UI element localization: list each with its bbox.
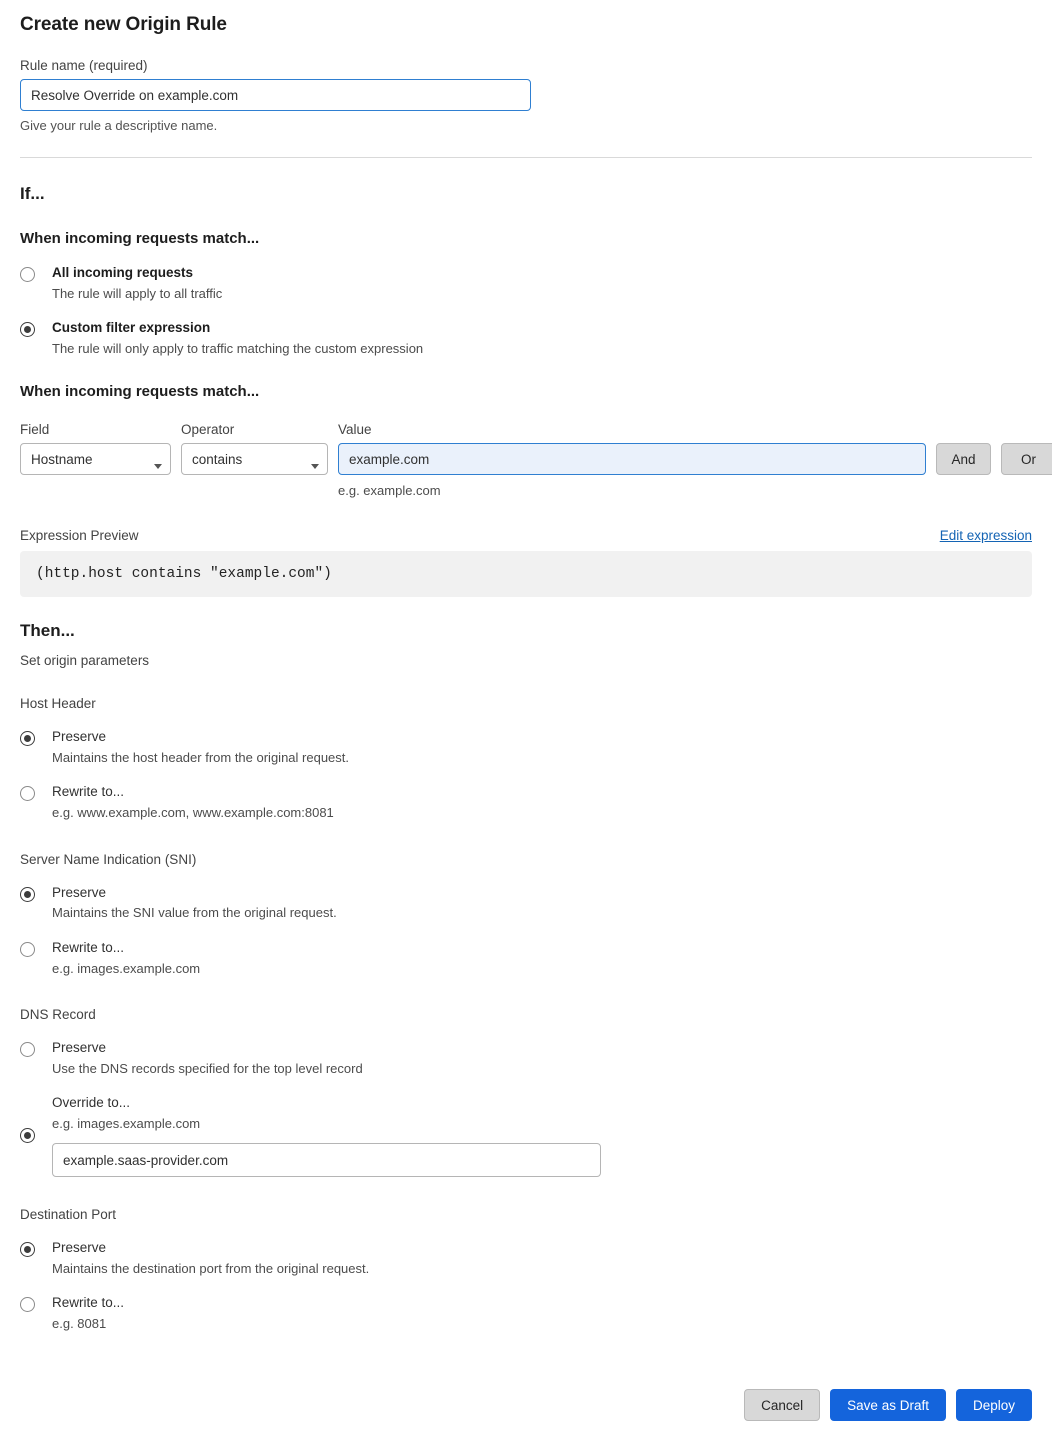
radio-icon-sni-preserve[interactable] (20, 887, 35, 902)
field-select[interactable] (20, 443, 171, 475)
value-label: Value (338, 422, 372, 438)
page-title: Create new Origin Rule (20, 14, 227, 35)
radio-icon-port-rewrite[interactable] (20, 1297, 35, 1312)
radio-label-port-preserve: Preserve (52, 1240, 107, 1255)
radio-desc-port-preserve: Maintains the destination port from the original request. (52, 1260, 370, 1276)
radio-desc-host-header-preserve: Maintains the host header from the original request. (52, 750, 350, 766)
radio-icon-custom-filter-expression[interactable] (20, 322, 35, 337)
and-button[interactable]: And (936, 443, 991, 475)
radio-desc-sni-rewrite: e.g. images.example.com (52, 960, 201, 976)
deploy-button[interactable]: Deploy (956, 1389, 1032, 1421)
edit-expression-link[interactable]: Edit expression (939, 528, 1032, 544)
radio-desc-host-header-rewrite: e.g. www.example.com, www.example.com:8081 (52, 805, 334, 821)
section-divider (20, 157, 1032, 158)
radio-host-header-rewrite[interactable] (20, 784, 1032, 821)
rule-name-input[interactable] (20, 79, 531, 111)
radio-custom-filter-expression[interactable] (20, 320, 1032, 357)
radio-icon-host-header-rewrite[interactable] (20, 786, 35, 801)
radio-label-host-header-rewrite: Rewrite to... (52, 784, 125, 800)
value-helper: e.g. example.com (338, 483, 441, 499)
expression-preview-box (20, 551, 1032, 597)
radio-desc-all-incoming-requests: The rule will apply to all traffic (52, 285, 223, 301)
radio-label-port-rewrite: Rewrite to... (52, 1295, 125, 1311)
rule-name-label: Rule name (required) (20, 58, 148, 73)
radio-label-host-header-preserve: Preserve (52, 729, 107, 745)
builder-heading: When incoming requests match... (20, 383, 260, 401)
radio-icon-dns-preserve[interactable] (20, 1042, 35, 1057)
rule-name-helper: Give your rule a descriptive name. (20, 118, 218, 133)
radio-desc-dns-override: e.g. images.example.com (52, 1115, 201, 1131)
radio-dns-override[interactable] (20, 1095, 1032, 1177)
form-footer (0, 1382, 1052, 1440)
radio-icon-all-incoming-requests[interactable] (20, 267, 35, 282)
or-button-column (1001, 422, 1052, 475)
radio-sni-rewrite[interactable] (20, 940, 1032, 977)
operator-select[interactable] (181, 443, 328, 475)
then-section-heading: Then... (20, 621, 75, 641)
radio-desc-dns-preserve: Use the DNS records specified for the top level record (52, 1060, 363, 1076)
radio-label-sni-rewrite: Rewrite to... (52, 939, 125, 955)
value-input[interactable] (338, 443, 926, 475)
destination-port-label: Destination Port (20, 1207, 117, 1222)
dns-record-label: DNS Record (20, 1006, 96, 1022)
radio-desc-port-rewrite: e.g. 8081 (52, 1316, 107, 1331)
radio-port-preserve[interactable] (20, 1240, 1032, 1277)
operator-label: Operator (181, 422, 235, 438)
radio-desc-custom-filter-expression: The rule will only apply to traffic matching the custom expression (52, 341, 424, 356)
radio-label-dns-preserve: Preserve (52, 1039, 107, 1055)
radio-icon-port-preserve[interactable] (20, 1242, 35, 1257)
radio-host-header-preserve[interactable] (20, 729, 1032, 766)
expression-preview-label: Expression Preview (20, 528, 139, 544)
radio-label-custom-filter-expression: Custom filter expression (52, 320, 211, 336)
or-button[interactable]: Or (1001, 443, 1052, 475)
dns-override-input[interactable] (52, 1143, 601, 1177)
radio-port-rewrite[interactable] (20, 1295, 1032, 1332)
radio-label-sni-preserve: Preserve (52, 884, 107, 900)
field-column (20, 422, 171, 475)
radio-desc-sni-preserve: Maintains the SNI value from the original request. (52, 905, 337, 921)
radio-dns-preserve[interactable] (20, 1040, 1032, 1077)
if-section-heading: If... (20, 184, 45, 203)
save-as-draft-button[interactable]: Save as Draft (830, 1389, 946, 1421)
radio-icon-sni-rewrite[interactable] (20, 942, 35, 957)
sni-label: Server Name Indication (SNI) (20, 851, 197, 867)
operator-column (181, 422, 328, 475)
radio-sni-preserve[interactable] (20, 885, 1032, 922)
host-header-label: Host Header (20, 696, 96, 712)
expression-preview-text: (http.host contains "example.com") (36, 566, 332, 583)
value-column (338, 422, 926, 498)
set-origin-parameters-label: Set origin parameters (20, 653, 150, 669)
expression-preview-header (20, 528, 1032, 543)
and-button-column (936, 422, 991, 475)
radio-label-dns-override: Override to... (52, 1094, 131, 1110)
radio-label-all-incoming-requests: All incoming requests (52, 265, 194, 280)
radio-icon-dns-override[interactable] (20, 1128, 35, 1143)
field-label: Field (20, 422, 50, 438)
radio-icon-host-header-preserve[interactable] (20, 731, 35, 746)
expression-builder-row (20, 422, 1036, 499)
cancel-button[interactable]: Cancel (744, 1389, 820, 1421)
radio-all-incoming-requests[interactable] (20, 265, 1032, 302)
match-heading: When incoming requests match... (20, 230, 260, 247)
